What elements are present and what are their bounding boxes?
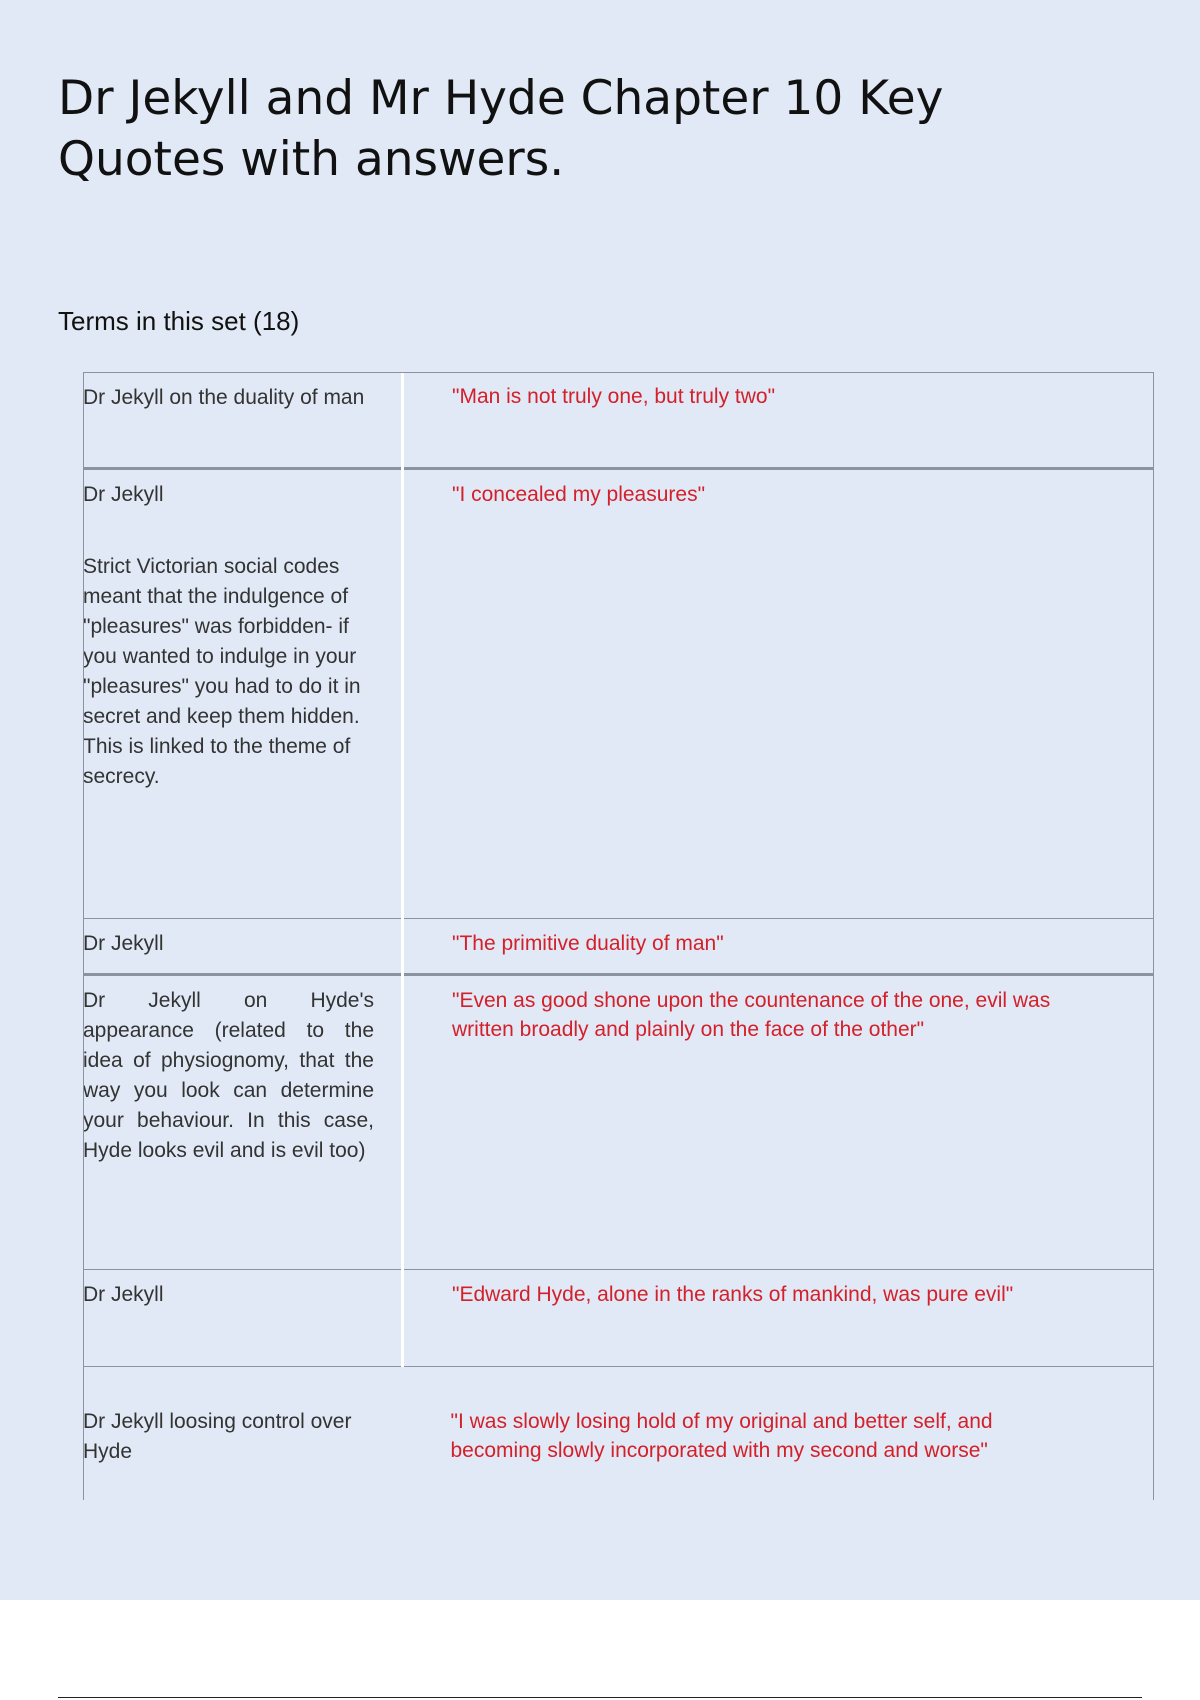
quote-text: "Even as good shone upon the countenance of the one, evil was written broadly and plainly on the face of the other": [452, 988, 1051, 1041]
terms-table: [83, 372, 1154, 1498]
terms-count-label: Terms in this set (18): [58, 306, 300, 336]
quote-text: "I concealed my pleasures": [452, 482, 706, 506]
quote-cell: [403, 918, 1155, 974]
term-cell: [83, 1366, 403, 1498]
table-row: [83, 918, 1154, 974]
term-text: Dr Jekyll on the duality of man: [83, 386, 365, 409]
term-text: Dr Jekyll: [83, 1282, 164, 1306]
table-row: [83, 468, 1154, 918]
quote-cell: [403, 1366, 1155, 1498]
term-cell: [83, 468, 403, 918]
quote-text: "I was slowly losing hold of my original and better self, and becoming slowly incorporated with my second and worse": [450, 1409, 993, 1462]
term-cell: [83, 1269, 403, 1366]
term-text: Dr Jekyll: [83, 482, 164, 506]
document-title: Dr Jekyll and Mr Hyde Chapter 10 Key Quotes with answers.: [58, 71, 944, 187]
quote-text: "Edward Hyde, alone in the ranks of mankind, was pure evil": [452, 1282, 1014, 1306]
quote-text: "Man is not truly one, but truly two": [452, 385, 776, 408]
term-cell: [83, 372, 403, 468]
quote-text: "The primitive duality of man": [452, 931, 724, 955]
term-note: Strict Victorian social codes meant that the indulgence of "pleasures" was forbidden- if you wanted to indulge in your "pleasures" you had to do it in secret and keep them hidden. This is linked to the theme of secrecy.: [83, 554, 361, 788]
table-row: [83, 1269, 1154, 1366]
term-text: Dr Jekyll: [83, 931, 164, 955]
term-cell: [83, 974, 403, 1269]
footer-divider: [58, 1697, 1142, 1698]
table-row: [83, 372, 1154, 468]
term-text: Dr Jekyll loosing control over Hyde: [83, 1409, 352, 1463]
term-text: Dr Jekyll on Hyde's appearance (related to the idea of physiognomy, that the way you look can determine your behaviour. In this case, Hyde looks evil and is evil too): [83, 988, 374, 1162]
term-cell: [83, 918, 403, 974]
quote-cell: [403, 974, 1155, 1269]
quote-cell: [403, 372, 1155, 468]
quote-cell: [403, 468, 1155, 918]
table-row: [83, 974, 1154, 1269]
quote-cell: [403, 1269, 1155, 1366]
table-row: [83, 1366, 1154, 1498]
